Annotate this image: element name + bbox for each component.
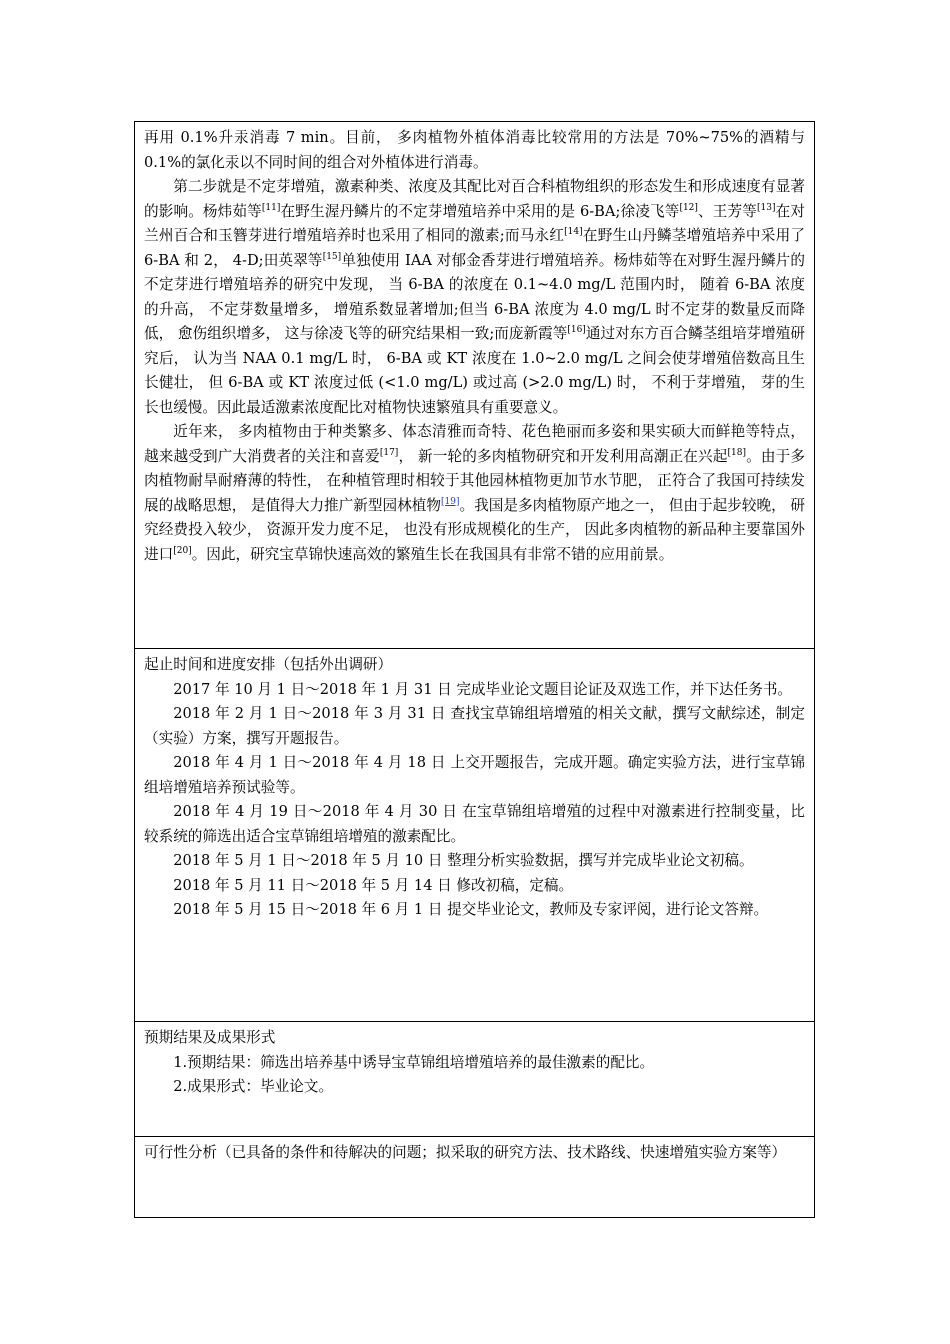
citation-ref: [18]: [727, 447, 747, 458]
schedule-item: 2018 年 5 月 11 日～2018 年 5 月 14 日 修改初稿，定稿。: [173, 876, 574, 894]
paragraph-text: 第二步就是不定芽增殖，激素种类、浓度及其配比对百合科植物组织的形态发生和形成速度有显著的影响。杨炜茹等: [144, 178, 805, 220]
paragraph-text: 在对兰州百合和玉簪芽进行增殖培养时也采用了相同的激素;而马永红: [144, 202, 805, 244]
schedule-item: 2018 年 5 月 1 日～2018 年 5 月 10 日 整理分析实验数据，撰写并完成毕业论文初稿。: [173, 852, 754, 869]
paragraph-text: ， 新一轮的多肉植物研究和开发利用高潮正在兴起: [398, 447, 728, 465]
background-cell: [135, 122, 815, 649]
proposal-form-table: [134, 121, 815, 1218]
feasibility-title: 可行性分析（已具备的条件和待解决的问题；拟采取的研究方法、技术路线、快速增殖实验方案等）: [144, 1144, 787, 1161]
citation-ref: [11]: [261, 202, 281, 213]
schedule-title: 起止时间和进度安排（包括外出调研）: [144, 656, 393, 673]
paragraph-text: 。因此，研究宝草锦快速高效的繁殖生长在我国具有非常不错的应用前景。: [191, 545, 674, 563]
citation-ref: [17]: [379, 447, 399, 458]
paragraph-text: 。由于多肉植物耐旱耐瘠薄的特性， 在种植管理时相较于其他园林植物更加节水节肥， 正符合了我国可持续发展的战略思想， 是值得大力推广新型园林植物: [144, 447, 805, 514]
citation-ref: [12]: [679, 202, 698, 213]
paragraph-text: 。我国是多肉植物原产地之一， 但由于起步较晚， 研究经费投入较少， 资源开发力度不足， 也没有形成规模化的生产， 因此多肉植物的新品种主要靠国外进口: [144, 496, 805, 563]
schedule-item: 2018 年 4 月 19 日～2018 年 4 月 30 日 在宝草锦组培增殖的过程中对激素进行控制变量，比较系统的筛选出适合宝草锦组培增殖的激素配比。: [144, 803, 805, 845]
paragraph-text: 、王芳等: [697, 202, 757, 220]
expected-result-item: 1.预期结果：筛选出培养基中诱导宝草锦组培增殖培养的最佳激素的配比。: [173, 1053, 655, 1071]
expected-results-title: 预期结果及成果形式: [144, 1029, 276, 1046]
paragraph-text: 通过对东方百合鳞茎组培芽增殖研究后， 认为当 NAA 0.1 mg/L 时， 6-BA 或 KT 浓度在 1.0~2.0 mg/L 之间会使芽增殖倍数高且生长健壮， 但 6-BA 或 KT 浓度过低 (<1.0 mg/L) 或过高 (>2.0 mg/L) 时， 不利于芽增殖， 芽的生长也缓慢。因此最适激素浓度配比对植物快速繁殖具有重要意义。: [144, 325, 805, 416]
citation-ref[interactable]: [19]: [441, 496, 460, 507]
background-paragraph: [144, 420, 805, 567]
schedule-item: 2017 年 10 月 1 日～2018 年 1 月 31 日 完成毕业论文题目论证及双选工作，并下达任务书。: [173, 680, 793, 698]
background-text: [144, 126, 805, 567]
schedule-item: 2018 年 5 月 15 日～2018 年 6 月 1 日 提交毕业论文，教师及专家评阅，进行论文答辩。: [173, 901, 769, 918]
background-paragraph: [144, 126, 805, 175]
schedule-item: 2018 年 2 月 1 日～2018 年 3 月 31 日 查找宝草锦组培增殖的相关文献，撰写文献综述，制定（实验）方案，撰写开题报告。: [144, 705, 805, 747]
citation-ref: [15]: [322, 251, 342, 262]
citation-ref: [16]: [567, 325, 586, 336]
schedule-cell: [135, 649, 815, 1022]
paragraph-text: 在野生渥丹鳞片的不定芽增殖培养中采用的是 6-BA;徐凌飞等: [280, 202, 680, 220]
citation-ref: [20]: [173, 545, 192, 556]
paragraph-text: 在野生山丹鳞茎增殖培养中采用了 6-BA 和 2， 4-D;田英翠等: [144, 227, 805, 269]
citation-ref: [13]: [757, 202, 776, 213]
paragraph-text: 近年来， 多肉植物由于种类繁多、体态清雅而奇特、花色艳丽而多姿和果实硕大而鲜艳等特点， 越来越受到广大消费者的关注和喜爱: [144, 423, 805, 465]
expected-results-cell: [135, 1022, 815, 1137]
background-paragraph: [144, 175, 805, 420]
feasibility-cell: [135, 1137, 815, 1218]
expected-result-item: 2.成果形式：毕业论文。: [173, 1078, 334, 1095]
paragraph-text: 单独使用 IAA 对郁金香芽进行增殖培养。杨炜茹等在对野生渥丹鳞片的不定芽进行增殖培养的研究中发现， 当 6-BA 的浓度在 0.1~4.0 mg/L 范围内时， 随着 6-BA 浓度的升高， 不定芽数量增多， 增殖系数显著增加;但当 6-BA 浓度为 4.0 mg/L 时不定芽的数量反而降低， 愈伤组织增多， 这与徐凌飞等的研究结果相一致;而庞新霞等: [144, 251, 806, 342]
paragraph-text: 再用 0.1%升汞消毒 7 min。目前， 多肉植物外植体消毒比较常用的方法是 70%~75%的酒精与 0.1%的氯化汞以不同时间的组合对外植体进行消毒。: [144, 129, 805, 171]
citation-ref: [14]: [564, 227, 583, 238]
schedule-item: 2018 年 4 月 1 日～2018 年 4 月 18 日 上交开题报告，完成开题。确定实验方法，进行宝草锦组培增殖培养预试验等。: [144, 754, 805, 796]
proposal-form-page: [134, 121, 815, 1218]
